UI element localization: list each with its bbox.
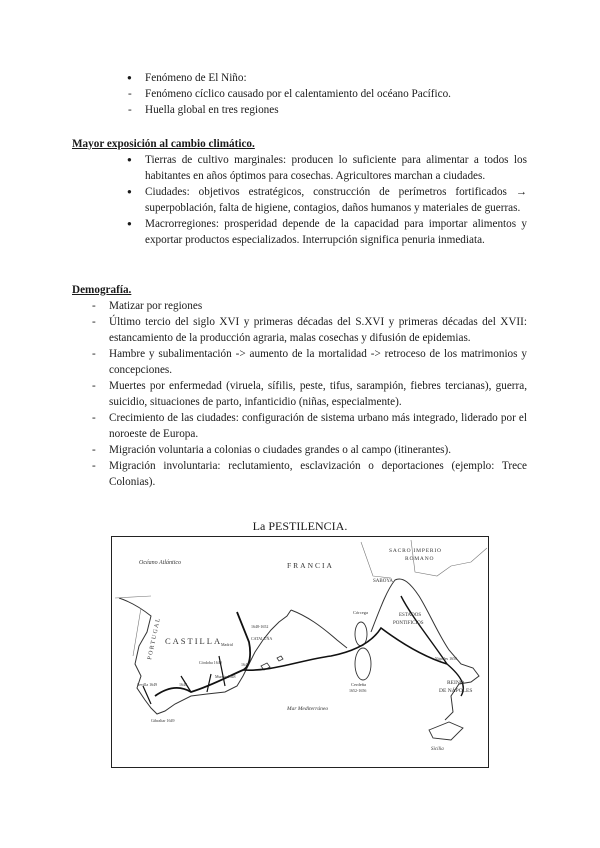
castilla-label: CASTILLA bbox=[165, 636, 223, 646]
nino-list bbox=[72, 70, 527, 118]
demography-section bbox=[72, 282, 527, 490]
pontificios-label: PONTIFICIOS bbox=[393, 621, 424, 626]
list-item: - Huella global en tres regiones bbox=[72, 102, 527, 118]
list-item: ● Fenómeno de El Niño: bbox=[72, 70, 527, 86]
list-item: - Muertes por enfermedad (viruela, sífilis, peste, tifus, sarampión, fiebres tercianas), guerra, suicidio, situaciones de parto, infanticidio (niñas, especialmente). bbox=[72, 378, 527, 410]
sacro-label: SACRO IMPERIO bbox=[389, 548, 442, 554]
napoles-label: DE NÁPOLES bbox=[439, 688, 473, 694]
list-item: ● Tierras de cultivo marginales: producen lo suficiente para alimentar a todos los habitantes en años óptimos para cosechas. Agricultores marchan a ciudades. bbox=[72, 152, 527, 184]
estados-label: ESTADOS bbox=[399, 613, 422, 618]
aragon-date: 1648-1652 bbox=[251, 624, 269, 629]
climate-heading: Mayor exposición al cambio climático. bbox=[72, 138, 255, 150]
figure-title: La PESTILENCIA. bbox=[252, 519, 348, 533]
saboya-label: SABOYA bbox=[373, 579, 394, 584]
murcia-label: Murcia 1648 bbox=[215, 674, 236, 679]
nino-section bbox=[72, 70, 527, 118]
valencia-date: 1647 bbox=[241, 662, 249, 667]
mar-label: Mar Mediterráneo bbox=[287, 706, 329, 712]
gibraltar-label: Gibraltar 1649 bbox=[151, 718, 175, 723]
cerdena-date: 1652-1656 bbox=[349, 688, 367, 693]
ocean-label: Océano Atlántico bbox=[139, 560, 182, 566]
list-item: - Migración involuntaria: reclutamiento, esclavización o deportaciones (ejemplo: Trece Colonias). bbox=[72, 458, 527, 490]
francia-label: FRANCIA bbox=[287, 561, 334, 570]
climate-section bbox=[72, 136, 527, 248]
demography-list bbox=[72, 298, 527, 490]
reino-label: REINO bbox=[447, 680, 464, 686]
cataluna-label: CATALUÑA bbox=[251, 636, 273, 641]
list-item: - Matizar por regiones bbox=[72, 298, 527, 314]
romano-label: ROMANO bbox=[405, 556, 435, 562]
list-item: - Fenómeno cíclico causado por el calentamiento del océano Pacífico. bbox=[72, 86, 527, 102]
demography-heading: Demografía. bbox=[72, 284, 132, 296]
map-frame bbox=[112, 537, 489, 768]
list-item: ● Macrorregiones: prosperidad depende de la capacidad para importar alimentos y exportar productos especializados. Interrupción significa penuria inmediata. bbox=[72, 216, 527, 248]
sicilia-label: Sicilia bbox=[431, 747, 444, 752]
sevilla-label: Sevilla 1649 bbox=[137, 682, 158, 687]
malaga-date: 1648 bbox=[179, 682, 187, 687]
cerdena-label: Cerdeña bbox=[351, 682, 366, 687]
corcega-label: Córcega bbox=[353, 610, 368, 615]
cordoba-label: Córdoba 1649 bbox=[199, 660, 222, 665]
portugal-label: PORTUGAL bbox=[147, 616, 163, 661]
list-item: - Último tercio del siglo XVI y primeras décadas del S.XVI y primeras décadas del XVII: estancamiento de la producción agraria, malas cosechas y difusión de epidemias. bbox=[72, 314, 527, 346]
list-item: ● Ciudades: objetivos estratégicos, construcción de perímetros fortificados → superpoblación, falta de higiene, contagios, daños humanos y materiales de guerras. bbox=[72, 184, 527, 216]
madrid-label: Madrid bbox=[221, 642, 233, 647]
plague-map bbox=[111, 536, 489, 768]
climate-list bbox=[72, 152, 527, 248]
list-item: - Migración voluntaria a colonias o ciudades grandes o al campo (itinerantes). bbox=[72, 442, 527, 458]
list-item: - Hambre y subalimentación -> aumento de la mortalidad -> retroceso de los matrimonios y concepciones. bbox=[72, 346, 527, 378]
napoles-city: Nápoles 1656 bbox=[435, 656, 458, 661]
list-item: - Crecimiento de las ciudades: configuración de sistema urbano más integrado, liderado por el noroeste de Europa. bbox=[72, 410, 527, 442]
